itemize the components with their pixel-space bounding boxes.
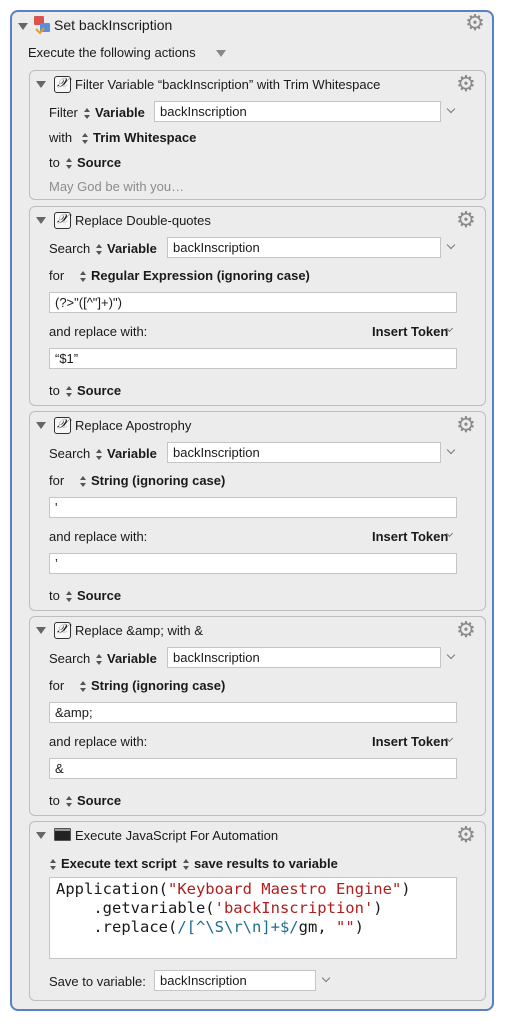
search-mode-label: String (ignoring case): [91, 678, 226, 693]
to-value-label: Source: [77, 588, 122, 603]
updown-icon: [65, 590, 74, 603]
chevron-down-icon[interactable]: [322, 974, 330, 982]
search-type-popup[interactable]: [95, 241, 157, 256]
to-label: to: [49, 793, 60, 808]
chevron-down-icon[interactable]: [447, 241, 455, 249]
macro-group: [10, 10, 494, 1011]
variable-name-field[interactable]: backInscription: [154, 101, 441, 122]
for-label: for: [49, 678, 65, 693]
execute-menu-arrow[interactable]: [216, 50, 226, 57]
insert-token-menu[interactable]: [372, 734, 448, 749]
for-label: for: [49, 268, 65, 283]
disclosure-triangle[interactable]: [36, 217, 46, 224]
search-type-label: Variable: [107, 446, 157, 461]
save-to-label: Save to variable:: [49, 974, 146, 989]
search-mode-label: Regular Expression (ignoring case): [91, 268, 310, 283]
code-token: ): [354, 918, 364, 936]
code-token: ): [401, 880, 411, 898]
to-label: to: [49, 155, 60, 170]
chevron-down-icon[interactable]: [447, 651, 455, 659]
search-type-popup[interactable]: [95, 446, 157, 461]
replace-text-field[interactable]: “$1”: [49, 348, 457, 369]
code-token: Application(: [56, 880, 168, 898]
search-label: Search: [49, 651, 91, 666]
insert-token-label: Insert Token: [372, 529, 449, 544]
search-label: Search: [49, 241, 91, 256]
disclosure-triangle[interactable]: [36, 422, 46, 429]
filter-type-label: Variable: [95, 105, 145, 120]
result-mode-label: save results to variable: [194, 856, 338, 871]
code-string: "Keyboard Maestro Engine": [167, 880, 402, 898]
search-text-field[interactable]: ': [49, 497, 457, 518]
filter-popup[interactable]: [81, 130, 196, 145]
search-mode-popup[interactable]: [79, 678, 225, 693]
code-string: "": [335, 918, 355, 936]
insert-token-menu[interactable]: [372, 324, 448, 339]
to-value-label: Source: [77, 383, 122, 398]
code-regex: /[^\S\r\n]+$/: [177, 918, 299, 936]
updown-icon: [79, 475, 88, 488]
to-popup[interactable]: [65, 793, 121, 808]
insert-token-label: Insert Token: [372, 734, 449, 749]
updown-icon: [49, 858, 58, 871]
action-note[interactable]: May God be with you…: [49, 179, 185, 194]
updown-icon: [182, 858, 191, 871]
action-replace-double-quotes: [29, 206, 486, 406]
action-title: Execute JavaScript For Automation: [75, 828, 279, 843]
search-text-field[interactable]: (?>"([^"]+)"): [49, 292, 457, 313]
terminal-icon: [54, 828, 71, 841]
code-token: gm,: [298, 918, 336, 936]
search-type-popup[interactable]: [95, 651, 157, 666]
updown-icon: [95, 653, 104, 666]
result-mode-popup[interactable]: [182, 856, 338, 871]
insert-token-label: Insert Token: [372, 324, 449, 339]
macro-icon: [32, 15, 52, 35]
to-popup[interactable]: [65, 155, 121, 170]
gear-icon[interactable]: ⚙: [456, 413, 476, 438]
updown-icon: [95, 243, 104, 256]
search-mode-popup[interactable]: [79, 268, 310, 283]
filter-label: Filter: [49, 105, 78, 120]
execute-mode-label: Execute text script: [61, 856, 177, 871]
chevron-down-icon[interactable]: [447, 105, 455, 113]
variable-name-field[interactable]: backInscription: [167, 647, 441, 668]
search-type-label: Variable: [107, 241, 157, 256]
execute-label: Execute the following actions: [28, 45, 196, 60]
gear-icon[interactable]: ⚙: [465, 11, 485, 36]
script-editor[interactable]: [49, 877, 457, 959]
search-text-field[interactable]: &amp;: [49, 702, 457, 723]
search-mode-label: String (ignoring case): [91, 473, 226, 488]
code-token: .getvariable(: [56, 899, 215, 917]
updown-icon: [65, 157, 74, 170]
variable-name-field[interactable]: backInscription: [167, 442, 441, 463]
action-replace-amp: [29, 616, 486, 816]
variable-x-icon: 𝒳: [54, 212, 71, 229]
search-mode-popup[interactable]: [79, 473, 225, 488]
disclosure-triangle[interactable]: [18, 23, 28, 30]
replace-text-field[interactable]: &: [49, 758, 457, 779]
gear-icon[interactable]: ⚙: [456, 618, 476, 643]
replace-label: and replace with:: [49, 734, 148, 749]
to-label: to: [49, 588, 60, 603]
to-popup[interactable]: [65, 588, 121, 603]
macro-title: Set backInscription: [54, 17, 173, 33]
action-title: Filter Variable “backInscription” with Trim Whitespace: [75, 77, 381, 92]
disclosure-triangle[interactable]: [36, 81, 46, 88]
with-label: with: [49, 130, 73, 145]
gear-clock-icon[interactable]: ⚙: [456, 823, 476, 848]
replace-label: and replace with:: [49, 324, 148, 339]
variable-x-icon: 𝒳: [54, 76, 71, 93]
code-string: 'backInscription': [214, 899, 374, 917]
search-label: Search: [49, 446, 91, 461]
to-popup[interactable]: [65, 383, 121, 398]
action-execute-jxa: [29, 821, 486, 1001]
filter-value-label: Trim Whitespace: [93, 130, 197, 145]
save-variable-field[interactable]: backInscription: [154, 970, 316, 991]
variable-name-field[interactable]: backInscription: [167, 237, 441, 258]
code-token: ): [373, 899, 383, 917]
action-title: Replace Double-quotes: [75, 213, 211, 228]
filter-type-popup[interactable]: [83, 105, 145, 120]
disclosure-triangle[interactable]: [36, 627, 46, 634]
code-token: .replace(: [56, 918, 178, 936]
action-title: Replace Apostrophy: [75, 418, 192, 433]
to-label: to: [49, 383, 60, 398]
action-replace-apostrophy: [29, 411, 486, 611]
updown-icon: [83, 107, 92, 120]
for-label: for: [49, 473, 65, 488]
variable-x-icon: 𝒳: [54, 622, 71, 639]
disclosure-triangle[interactable]: [36, 832, 46, 839]
updown-icon: [65, 795, 74, 808]
variable-x-icon: 𝒳: [54, 417, 71, 434]
search-type-label: Variable: [107, 651, 157, 666]
updown-icon: [79, 680, 88, 693]
replace-label: and replace with:: [49, 529, 148, 544]
execute-mode-popup[interactable]: [49, 856, 177, 871]
updown-icon: [95, 448, 104, 461]
insert-token-menu[interactable]: [372, 529, 448, 544]
chevron-down-icon[interactable]: [447, 446, 455, 454]
updown-icon: [81, 132, 90, 145]
updown-icon: [79, 270, 88, 283]
to-value-label: Source: [77, 155, 122, 170]
action-title: Replace &amp; with &: [75, 623, 203, 638]
gear-icon[interactable]: ⚙: [456, 72, 476, 97]
action-filter-variable: [29, 70, 486, 200]
updown-icon: [65, 385, 74, 398]
replace-text-field[interactable]: ’: [49, 553, 457, 574]
to-value-label: Source: [77, 793, 122, 808]
gear-icon[interactable]: ⚙: [456, 208, 476, 233]
